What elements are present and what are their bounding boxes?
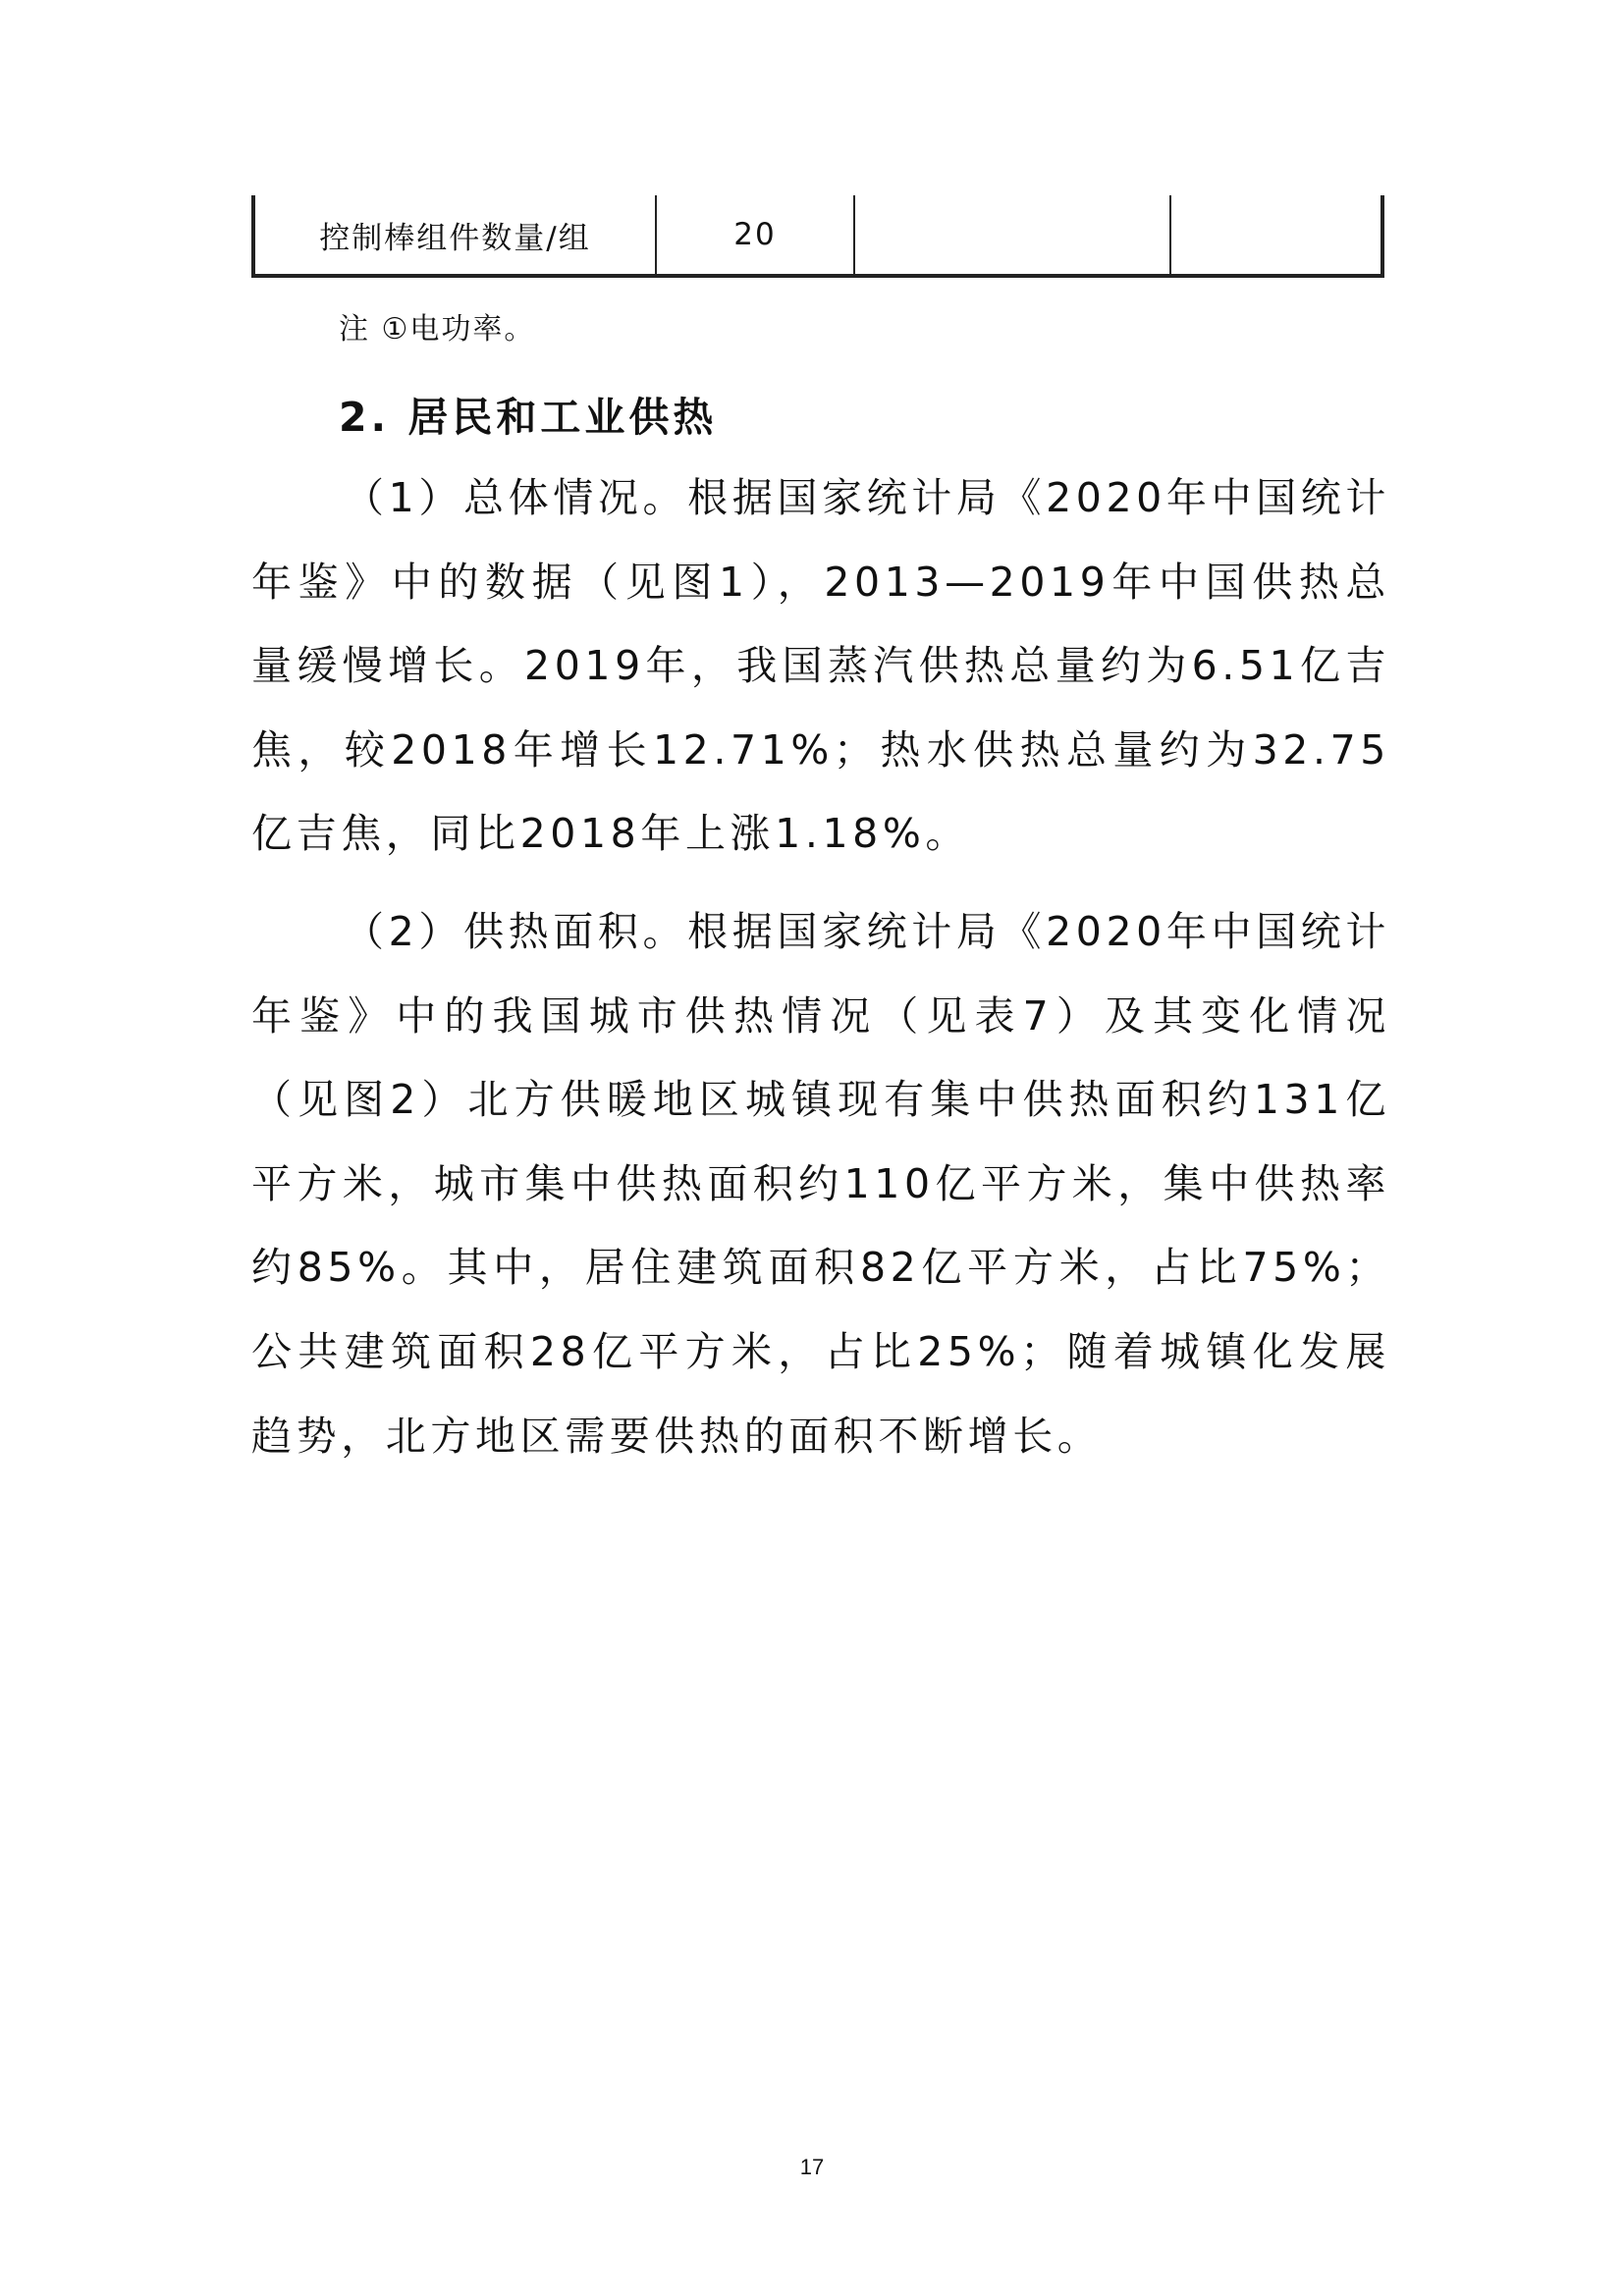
table-row: [253, 195, 1382, 276]
table-cell-value: 20: [656, 195, 854, 276]
page-number: 17: [799, 2155, 825, 2179]
spec-table-fragment: [251, 195, 1384, 278]
section-heading: 2. 居民和工业供热: [339, 394, 718, 441]
table-cell-label: 控制棒组件数量/组: [253, 195, 656, 276]
table-cell-empty: [854, 195, 1170, 276]
paragraph-heating-area: （2）供热面积。根据国家统计局《2020年中国统计年鉴》中的我国城市供热情况（见表7）及其变化情况（见图2）北方供暖地区城镇现有集中供热面积约131亿平方米，城市集中供热面积约110亿平方米，集中供热率约85%。其中，居住建筑面积82亿平方米，占比75%；公共建筑面积28亿平方米，占比25%；随着城镇化发展趋势，北方地区需要供热的面积不断增长。: [251, 908, 1390, 1460]
paragraph-overview: （1）总体情况。根据国家统计局《2020年中国统计年鉴》中的数据（见图1），2013—2019年中国供热总量缓慢增长。2019年，我国蒸汽供热总量约为6.51亿吉焦，较2018年增长12.71%；热水供热总量约为32.75亿吉焦，同比2018年上涨1.18%。: [251, 474, 1390, 858]
table-note: 注 ①电功率。: [339, 312, 536, 347]
table-cell-empty: [1170, 195, 1382, 276]
